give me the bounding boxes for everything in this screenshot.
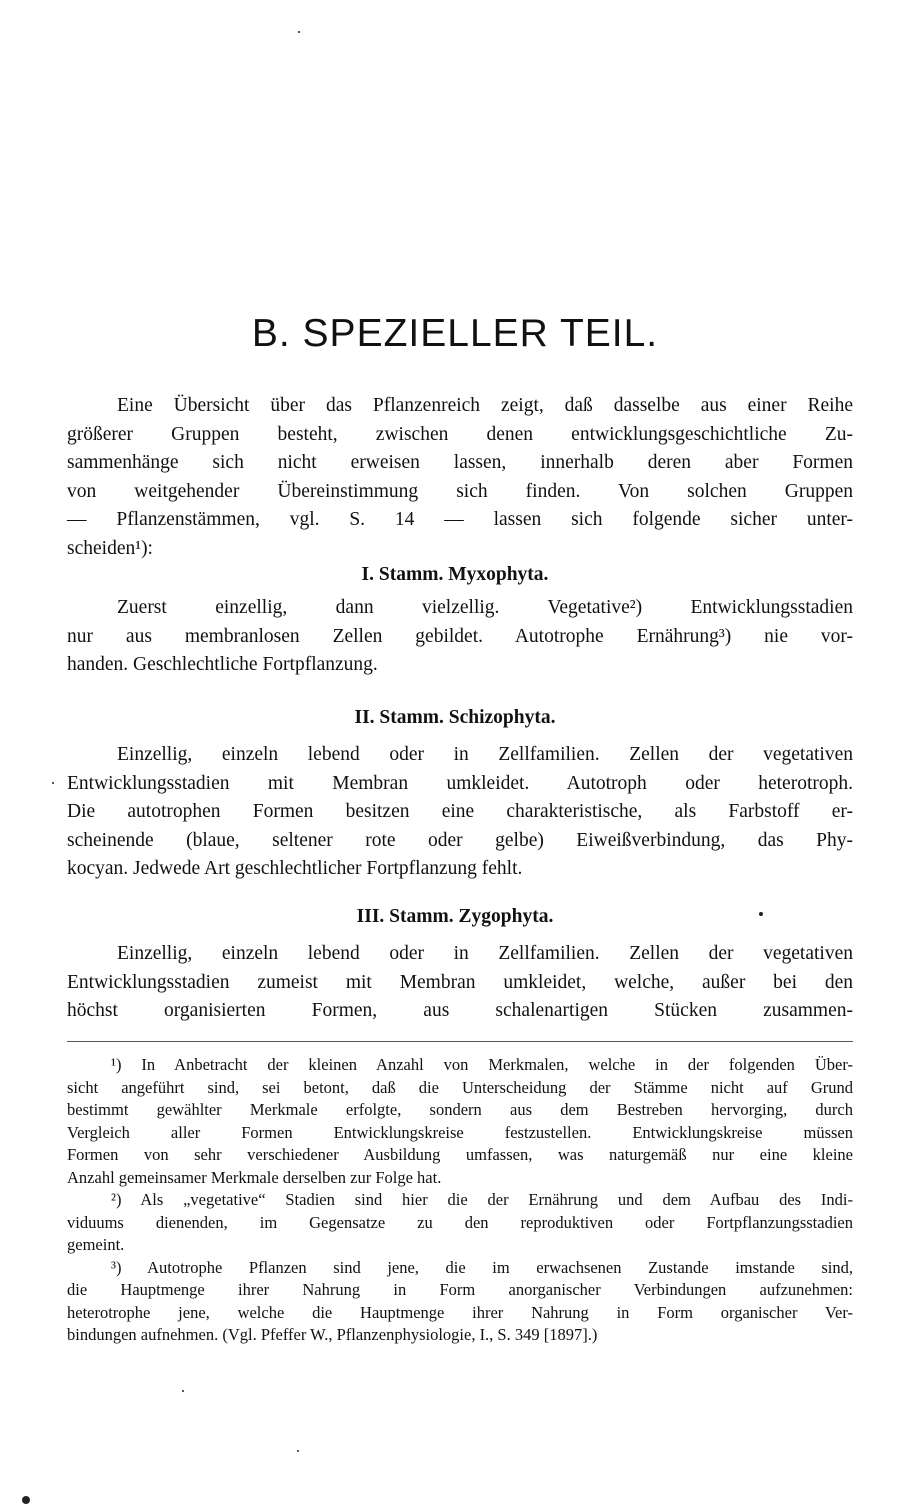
footnotes	[67, 1054, 853, 1347]
text-line: von weitgehender Übereinstimmung sich finden. Von solchen Gruppen	[67, 480, 853, 502]
footnote-1	[67, 1054, 853, 1189]
text-line: höchst organisierten Formen, aus schalenartigen Stücken zusammen-	[67, 1000, 853, 1021]
text-line: sammenhänge sich nicht erweisen lassen, innerhalb deren aber Formen	[67, 452, 853, 473]
footnote-line: Formen von sehr verschiedener Ausbildung umfassen, was naturgemäß nur eine kleine	[67, 1145, 853, 1164]
footnote-line: die Hauptmenge ihrer Nahrung in Form anorganischer Verbindungen aufzunehmen:	[67, 1280, 853, 1299]
text-line: kocyan. Jedwede Art geschlechtlicher Fortpflanzung fehlt.	[67, 858, 523, 879]
footnote-line: Anzahl gemeinsamer Merkmale derselben zur Folge hat.	[67, 1167, 442, 1187]
scan-speck	[297, 1450, 299, 1452]
section-heading-myxophyta: I. Stamm. Myxophyta.	[361, 564, 549, 585]
text-line: größerer Gruppen besteht, zwischen denen entwicklungsgeschichtliche Zu-	[67, 423, 853, 445]
footnote-line: ¹) In Anbetracht der kleinen Anzahl von Merkmalen, welche in der folgenden Über-	[111, 1055, 853, 1074]
footnote-line: bindungen aufnehmen. (Vgl. Pfeffer W., Pflanzenphysiologie, I., S. 349 [1897].)	[67, 1325, 598, 1344]
page-title: B. SPEZIELLER TEIL.	[251, 312, 659, 355]
footnote-line: ³) Autotrophe Pflanzen sind jene, die im erwachsenen Zustande imstande sind,	[111, 1257, 853, 1277]
text-line: Einzellig, einzeln lebend oder in Zellfamilien. Zellen der vegetativen	[117, 744, 853, 765]
section-heading-schizophyta: II. Stamm. Schizophyta.	[354, 707, 556, 728]
footnote-line: heterotrophe jene, welche die Hauptmenge ihrer Nahrung in Form organischer Ver-	[67, 1302, 853, 1322]
footnote-2	[67, 1189, 853, 1257]
footnote-line: bestimmt gewählter Merkmale erfolgte, sondern aus dem Bestreben hervorging, durch	[67, 1100, 853, 1119]
scan-speck	[759, 912, 763, 916]
footnote-3	[67, 1257, 853, 1347]
text-line: scheinende (blaue, seltener rote oder gelbe) Eiweißverbindung, das Phy-	[67, 829, 853, 851]
footnote-line: ²) Als „vegetative“ Stadien sind hier die der Ernährung und dem Aufbau des Indi-	[111, 1190, 853, 1209]
scan-speck	[22, 1496, 30, 1504]
section-paragraph-zygophyta	[67, 940, 853, 1026]
section-heading-zygophyta: III. Stamm. Zygophyta.	[356, 906, 554, 927]
footnote-divider	[67, 1041, 853, 1042]
text-line: scheiden¹):	[67, 537, 153, 559]
text-line: — Pflanzenstämmen, vgl. S. 14 — lassen sich folgende sicher unter-	[67, 509, 853, 530]
scan-speck	[298, 31, 300, 33]
text-line: nur aus membranlosen Zellen gebildet. Autotrophe Ernährung³) nie vor-	[67, 625, 853, 647]
footnote-line: gemeint.	[67, 1235, 125, 1254]
text-line: Entwicklungsstadien mit Membran umkleidet. Autotroph oder heterotroph.	[67, 772, 853, 794]
text-line: handen. Geschlechtliche Fortpflanzung.	[67, 654, 378, 675]
footnote-line: viduums dienenden, im Gegensatze zu den reproduktiven oder Fortpflanzungsstadien	[67, 1212, 853, 1232]
intro-paragraph	[67, 392, 853, 563]
footnote-line: Vergleich aller Formen Entwicklungskreise festzustellen. Entwicklungskreise müssen	[67, 1122, 853, 1142]
scan-speck	[52, 782, 54, 784]
scan-speck	[182, 1390, 184, 1392]
section-paragraph-myxophyta	[67, 594, 853, 680]
text-line: Zuerst einzellig, dann vielzellig. Vegetative²) Entwicklungsstadien	[117, 597, 853, 618]
text-line: Einzellig, einzeln lebend oder in Zellfamilien. Zellen der vegetativen	[117, 943, 853, 964]
text-line: Entwicklungsstadien zumeist mit Membran umkleidet, welche, außer bei den	[67, 971, 853, 993]
text-line: Die autotrophen Formen besitzen eine charakteristische, als Farbstoff er-	[67, 801, 853, 822]
section-paragraph-schizophyta	[67, 741, 853, 884]
text-line: Eine Übersicht über das Pflanzenreich zeigt, daß dasselbe aus einer Reihe	[117, 395, 853, 416]
footnote-line: sicht angeführt sind, sei betont, daß die Unterscheidung der Stämme nicht auf Grund	[67, 1077, 853, 1097]
